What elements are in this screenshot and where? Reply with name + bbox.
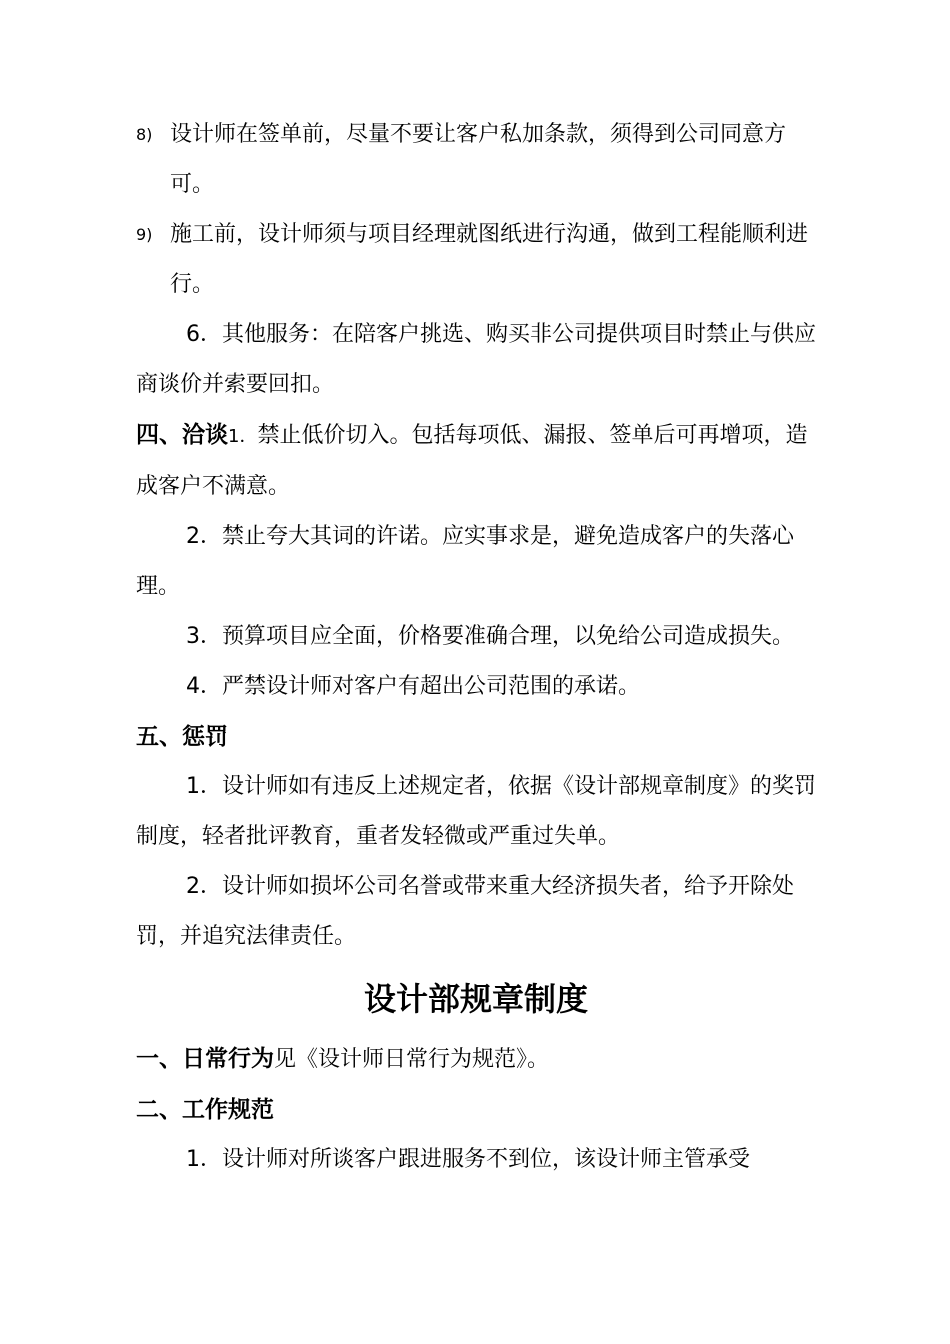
document-title: 设计部规章制度 [363,980,588,1018]
section4-item3: 3．预算项目应全面，价格要准确合理，以免给公司造成损失。 [186,624,794,649]
other-service-paragraph: 6．其他服务：在陪客户挑选、购买非公司提供项目时禁止与供应商谈价并索要回扣。 [136,322,816,397]
section4-item4: 4．严禁设计师对客户有超出公司范围的承诺。 [186,674,640,699]
section4-item1-text: 禁止低价切入。包括每项低、漏报、签单后可再增项，造成客户不满意。 [136,423,808,499]
section5-item2: 2．设计师如损坏公司名誉或带来重大经济损失者，给予开除处罚，并追究法律责任。 [136,874,794,949]
list-item-number: 8) [136,125,153,144]
part2-item1: 1．设计师对所谈客户跟进服务不到位，该设计师主管承受 [186,1147,750,1172]
section4-heading: 四、洽谈 [136,422,228,448]
list-item-text: 设计师在签单前，尽量不要让客户私加条款，须得到公司同意方可。 [170,122,787,197]
list-item-text: 施工前，设计师须与项目经理就图纸进行沟通，做到工程能顺利进行。 [170,222,809,297]
part1-tail: 见《设计师日常行为规范》。 [274,1047,550,1072]
list-item [136,210,816,310]
section4-item1-index: 1． [228,426,258,447]
list-item [136,110,816,210]
part1-paragraph [136,1034,816,1085]
document-body [136,110,816,1185]
section5-item1: 1．设计师如有违反上述规定者，依据《设计部规章制度》的奖罚制度，轻者批评教育，重者发轻微或严重过失单。 [136,774,816,849]
section5-heading: 五、惩罚 [136,724,228,750]
section4-first-paragraph [136,410,816,512]
part2-heading: 二、工作规范 [136,1097,274,1123]
part1-heading: 一、日常行为 [136,1046,274,1072]
section4-item2: 2．禁止夸大其词的许诺。应实事求是，避免造成客户的失落心理。 [136,524,794,599]
list-item-number: 9) [136,225,153,244]
